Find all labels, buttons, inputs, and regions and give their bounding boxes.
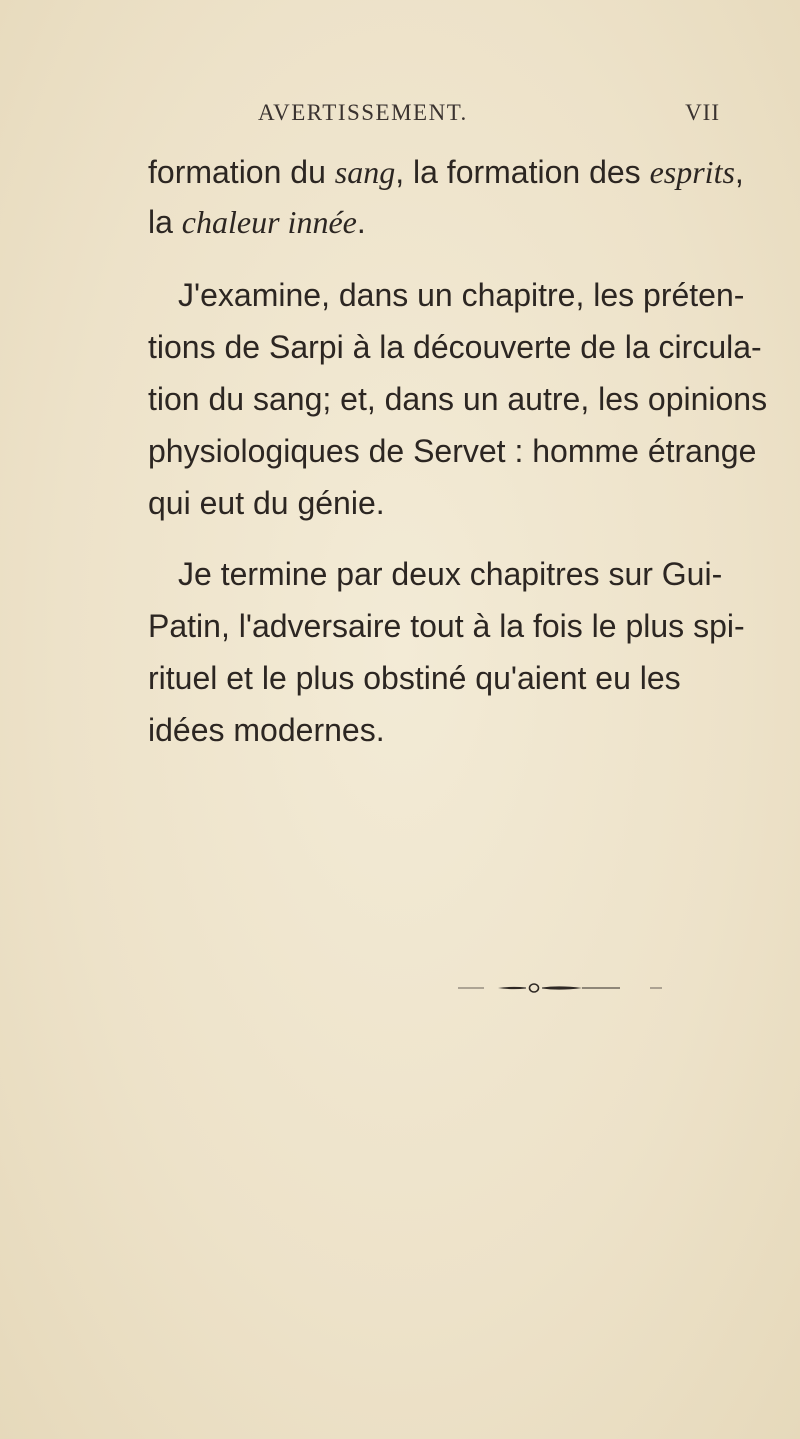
text-line (148, 373, 768, 425)
text-segment: tions de Sarpi à la découverte de la circula- (148, 329, 762, 365)
text-line (148, 477, 680, 529)
text-segment: idées modernes. (148, 712, 385, 748)
text-segment: . (356, 204, 366, 240)
text-line (148, 652, 680, 704)
italic-text: sang (334, 154, 396, 190)
running-head-title: AVERTISSEMENT. (258, 100, 468, 125)
text-line (148, 548, 723, 600)
text-line (148, 600, 745, 652)
text-segment: J'examine, dans un chapitre, les préten- (178, 277, 745, 313)
text-line (148, 704, 680, 756)
text-line (148, 146, 744, 198)
running-head (0, 100, 800, 140)
page-number: VII (685, 100, 720, 125)
text-line (148, 425, 757, 477)
text-segment: formation du (148, 154, 335, 190)
text-segment: , la formation des (395, 154, 650, 190)
text-segment: , (734, 154, 744, 190)
text-segment: Patin, l'adversaire tout à la fois le plus spi- (148, 608, 745, 644)
text-segment: rituel et le plus obstiné qu'aient eu les (148, 660, 681, 696)
text-segment: Je termine par deux chapitres sur Gui- (178, 556, 723, 592)
text-line (148, 321, 762, 373)
tail-ornament-icon (450, 981, 680, 995)
italic-text: chaleur innée (181, 204, 357, 240)
text-line (148, 196, 680, 248)
text-line (148, 269, 745, 321)
text-segment: la (148, 204, 182, 240)
text-segment: tion du sang; et, dans un autre, les opinions (148, 381, 768, 417)
text-segment: physiologiques de Servet : homme étrange (148, 433, 757, 469)
text-segment: qui eut du génie. (148, 485, 385, 521)
italic-text: esprits (649, 154, 735, 190)
